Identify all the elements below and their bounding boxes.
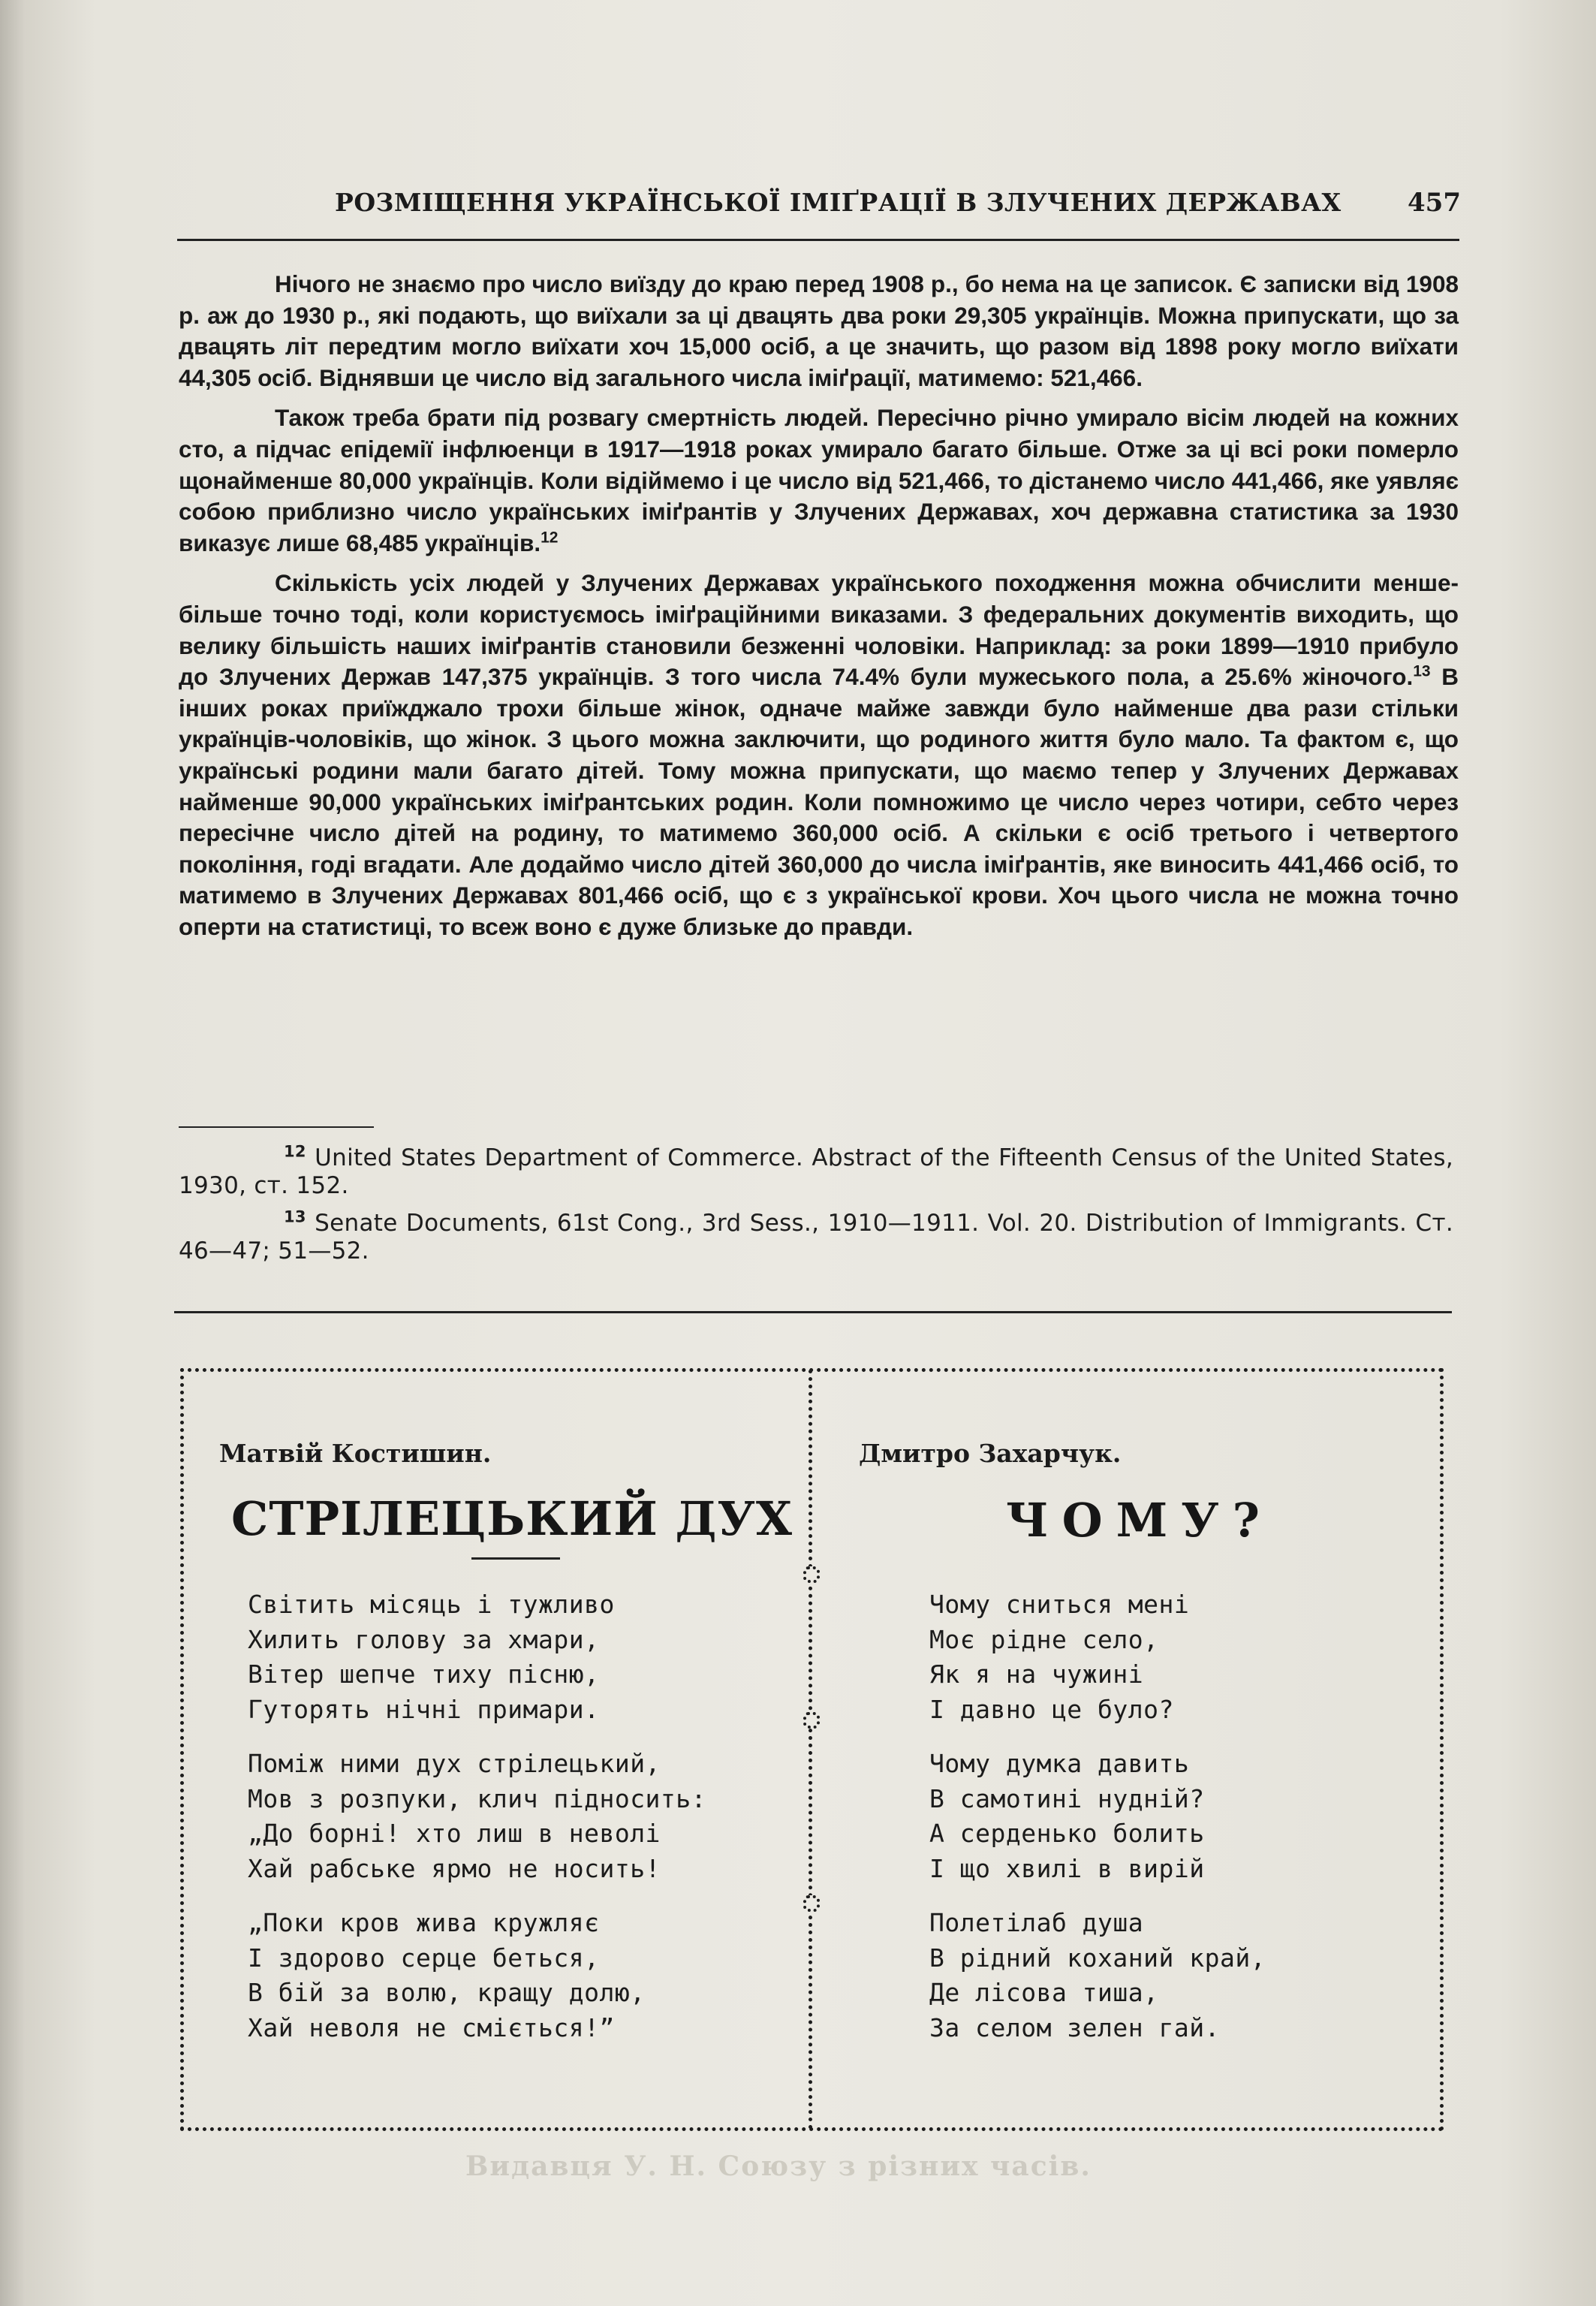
verse-line: „Поки кров жива кружляє [248,1908,600,1937]
verse-line: Де лісова тиша, [929,1978,1159,2007]
verse-line: Моє рідне село, [929,1624,1159,1654]
paragraph-3-total: 801,466 [578,882,664,909]
verse-line: Чому сниться мені [929,1590,1190,1619]
verse-line: І що хвилі в вирій [929,1853,1205,1883]
footnote-text: Senate Documents, 61st Cong., 3rd Sess., 1910—1911. Vol. 20. Distribution of Immigrants. Ст. 46—47; 51—52. [179,1210,1453,1265]
verse-line: Як я на чужині [929,1659,1144,1689]
page-edge-shadow [0,0,26,2306]
poem-right [859,1439,1414,1468]
poems-divider [809,1370,812,2130]
paragraph-3-text-a: Скількість усіх людей у Злучених Державах українського походження можна обчислити менше-більше точно тоді, коли користуємось іміґраційними виказами. З федеральних документів виходить, що велику більшість наших іміґрантів становили безженні чоловіки. Наприклад: за роки 1899—1910 прибуло до Злучених Держав 147,375 українців. З того числа 74.4% були мужеського пола, а 25.6% жіночого. [179,569,1459,691]
stanza [248,1587,788,1727]
stanza [929,1747,1425,1886]
stanza [248,1747,788,1886]
paragraph-3-text-b: В інших роках приїжджало трохи більше жінок, одначе майже завжди було найменше два рази стільки українців-чоловіків, що жінок. З цього можна заключити, що родиного життя було мало. Та фактом є, що українські родини мали багато дітей. Тому можна припускати, що маємо тепер у Злучених Державах найменше 90,000 українських іміґрантських родин. Коли помножимо це число через чотири, себто через пересічне число дітей на родину, то матимемо 360,000 осіб. А скільки є осіб третього і четвертого покоління, годі вгадати. Але додаймо число дітей 360,000 до числа іміґрантів, яке виносить 441,466 осіб, то матимемо в Злучених Державах [179,663,1459,909]
poem-right-body [929,1587,1425,2065]
poem-left-title: СТРІЛЕЦЬКИЙ ДУХ [231,1491,793,1546]
verse-line: Поміж ними дух стрілецький, [248,1749,661,1778]
verse-line: І давно це було? [929,1694,1174,1724]
verse-line: Гуторять нічні примари. [248,1694,600,1724]
section-rule [174,1311,1452,1313]
verse-line: В рідний коханий край, [929,1943,1266,1973]
stanza [929,1587,1425,1727]
bleed-through-text: Видавця У. Н. Союзу з різних часів. [465,2151,1092,2182]
poem-left [219,1439,790,1468]
page-number: 457 [1408,188,1461,218]
footnote-number: 13 [284,1207,306,1226]
header-rule [177,239,1459,241]
verse-line: Мов з розпуки, клич підносить: [248,1783,707,1813]
divider-ornament [803,1566,820,1583]
article-body [179,269,1459,951]
footnotes [179,1144,1453,1275]
verse-line: В самотині нудній? [929,1783,1205,1813]
paragraph-3 [179,568,1459,942]
verse-line: Хилить голову за хмари, [248,1624,600,1654]
verse-line: Хай рабське ярмо не носить! [248,1853,661,1883]
footnote-number: 12 [284,1142,306,1161]
footnote-text: United States Department of Commerce. Abstract of the Fifteenth Census of the United States, 1930, ст. 152. [179,1144,1454,1199]
poem-right-author: Дмитро Захарчук. [859,1439,1122,1468]
running-header-title: РОЗМІЩЕННЯ УКРАЇНСЬКОЇ ІМІҐРАЦІЇ В ЗЛУЧЕНИХ ДЕРЖАВАХ [335,188,1342,217]
stanza [248,1906,788,2045]
footnote-ref-13: 13 [1413,662,1431,680]
verse-line: Вітер шепче тиху пісню, [248,1659,600,1689]
verse-line: Хай неволя не сміється!” [248,2012,615,2042]
verse-line: А серденько болить [929,1819,1205,1848]
verse-line: За селом зелен гай. [929,2012,1220,2042]
poem-left-body [248,1587,788,2065]
paragraph-2 [179,402,1459,559]
poem-left-author: Матвій Костишин. [219,1439,492,1468]
footnote-ref-12: 12 [541,529,559,547]
poem-right-title: ЧОМУ? [1006,1493,1273,1548]
verse-line: І здорово серце беться, [248,1943,600,1973]
verse-line: Полетілаб душа [929,1908,1144,1937]
footnote-13 [179,1207,1453,1265]
footnote-rule [179,1126,374,1128]
paragraph-3-text-c: осіб, що є з української крови. Хоч цього числа не можна точно оперти на статистиці, то всеж воно є дуже близьке до правди. [179,882,1459,940]
paragraph-1: Нічого не знаємо про число виїзду до краю перед 1908 р., бо нема на це записок. Є записки від 1908 р. аж до 1930 р., які подають, що виїхали за ці двацять два роки 29,305 українців. Можна припускати, що за двацять літ передтим могло виїхати хоч 15,000 осіб, а це значить, що разом від 1898 року могло виїхати 44,305 осіб. Віднявши це число від загального числа іміґрації, матимемо: 521,466. [179,270,1459,391]
verse-line: В бій за волю, кращу долю, [248,1978,646,2007]
paragraph-2-text: Також треба брати під розвагу смертність людей. Пересічно річно умирало вісім людей на кожних сто, а підчас епідемії інфлюенци в 1917—1918 роках умирало багато більше. Отже за ці всі роки померло щонайменше 80,000 українців. Коли відіймемо і це число від 521,466, то дістанемо число 441,466, яке уявляє собою приблизно число українських іміґрантів у Злучених Державах, хоч державна статистика за 1930 виказує лише 68,485 українців. [179,404,1459,556]
running-header [177,183,1461,228]
footnote-12 [179,1144,1453,1200]
verse-line: Чому думка давить [929,1749,1190,1778]
divider-ornament [803,1895,820,1912]
stanza [929,1906,1425,2045]
poem-left-title-rule [471,1557,560,1560]
verse-line: Світить місяць і тужливо [248,1590,615,1619]
verse-line: „До борні! хто лиш в неволі [248,1819,661,1848]
divider-ornament [803,1712,820,1729]
